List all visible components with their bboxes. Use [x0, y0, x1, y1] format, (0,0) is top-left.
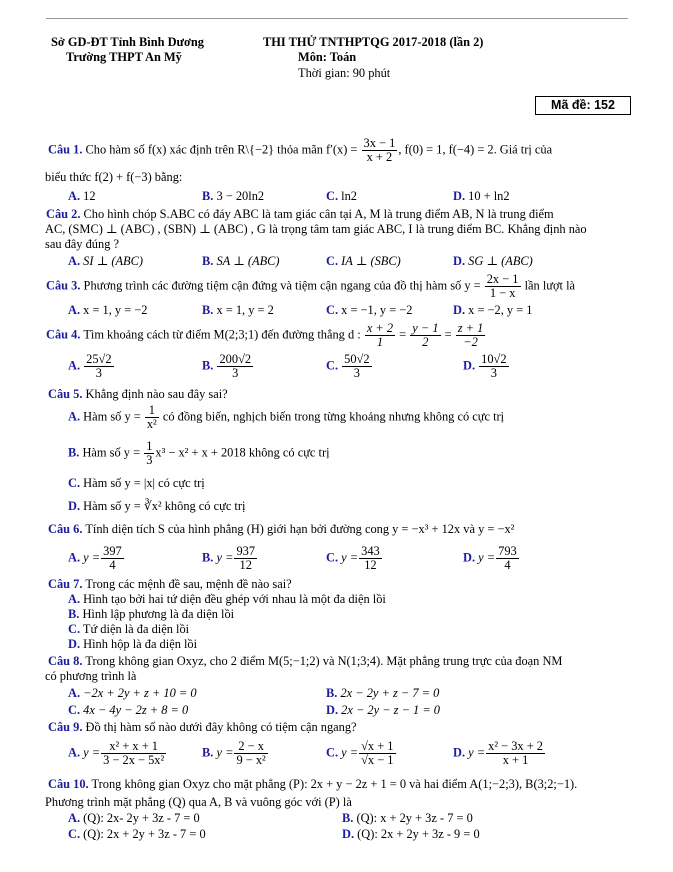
question-3: Câu 3. Phương trình các đường tiệm cận đứng và tiệm cận ngang của đồ thị hàm số y = $\frac{2x - 1}{1 - x}$ lần lượt là: [46, 272, 576, 301]
top-rule: [46, 18, 628, 19]
question-7: Câu 7. Trong các mệnh đề sau, mệnh đề nào sai?: [48, 577, 292, 591]
option-B: B. y = $\frac{937}{12}$: [202, 544, 256, 573]
option-B: B. SA ⊥ (ABC): [202, 254, 280, 268]
option-A: A. −2x + 2y + z + 10 = 0: [68, 686, 197, 700]
question-2: Câu 2. Cho hình chóp S.ABC có đáy ABC là tam giác cân tại A, M là trung điểm AB, N là trung điểm: [46, 207, 554, 221]
option-C: C. y = $\frac{√x + 1}{√x - 1}$: [326, 739, 394, 768]
option-C: C. y = $\frac{343}{12}$: [326, 544, 380, 573]
question-5: Câu 5. Khẳng định nào sau đây sai?: [48, 387, 228, 401]
option-D: D. x = −2, y = 1: [453, 303, 533, 317]
option-C: C. Hàm số y = |x| có cực trị: [68, 476, 205, 490]
option-C: C. 4x − 4y − 2z + 8 = 0: [68, 703, 189, 717]
option-D: D. y = $\frac{\text{x² − 3x + 2}}{x + 1}$: [453, 739, 543, 768]
option-B: B. $\frac{200√2}{3}$: [202, 352, 252, 381]
dept-name: Sở GD-ĐT Tỉnh Bình Dương: [51, 35, 204, 49]
option-B: B. x = 1, y = 2: [202, 303, 274, 317]
option-D: D. y = $\frac{793}{4}$: [463, 544, 517, 573]
option-D: D. Hàm số y = ∛x² không có cực trị: [68, 499, 246, 513]
option-A: A. y = $\frac{397}{4}$: [68, 544, 122, 573]
school-name: Trường THPT An Mỹ: [66, 50, 182, 64]
question-10-line2: Phương trình mặt phẳng (Q) qua A, B và vuông góc với (P) là: [45, 795, 352, 809]
option-A: A. Hình tạo bởi hai tứ diện đều ghép với nhau là một đa diện lồi: [68, 592, 386, 606]
option-A: A. y = $\frac{\text{x² + x + 1}}{\text{3 − 2x − 5x²}}$: [68, 739, 165, 768]
question-8-line2: có phương trình là: [45, 669, 137, 683]
option-C: C. $\frac{50√2}{3}$: [326, 352, 370, 381]
option-B: B. (Q): x + 2y + 3z - 7 = 0: [342, 811, 473, 825]
question-label: Câu 1.: [48, 142, 83, 157]
option-A: A. $\frac{25√2}{3}$: [68, 352, 112, 381]
question-9: Câu 9. Đồ thị hàm số nào dưới đây không có tiệm cận ngang?: [48, 720, 357, 734]
option-C: C. ln2: [326, 189, 357, 203]
option-D: D. Hình hộp là đa diện lồi: [68, 637, 198, 651]
option-A: A. (Q): 2x- 2y + 3z - 7 = 0: [68, 811, 200, 825]
question-4: Câu 4. Tìm khoảng cách từ điểm M(2;3;1) đến đường thẳng d : $\frac{x + 2}{1}$ = $\frac{y - 1}{2}$ = $\frac{z + 1}{-2}$: [46, 321, 484, 350]
option-A: A. Hàm số y = $\frac{1}{\text{x²}}$ có đồng biến, nghịch biến trong từng khoảng nhưng không có cực trị: [68, 403, 505, 432]
question-10: Câu 10. Trong không gian Oxyz cho mặt phẳng (P): 2x + y − 2z + 1 = 0 và hai điểm A(1;−2;3), B(3;2;−1).: [48, 777, 578, 791]
exam-code-box: Mã đề: 152: [535, 96, 631, 115]
question-6: Câu 6. Tính diện tích S của hình phẳng (H) giới hạn bởi đường cong y = −x³ + 12x và y = −x²: [48, 522, 515, 536]
option-D: D. $\frac{10√2}{3}$: [463, 352, 507, 381]
option-C: C. x = −1, y = −2: [326, 303, 413, 317]
option-B: B. 2x − 2y + z − 7 = 0: [326, 686, 440, 700]
subject: Môn: Toán: [298, 50, 357, 64]
option-B: B. Hình lập phương là đa diện lồi: [68, 607, 235, 621]
option-D: D. 10 + ln2: [453, 189, 510, 203]
option-D: D. 2x − 2y − z − 1 = 0: [326, 703, 440, 717]
question-1-line2: biểu thức f(2) + f(−3) bằng:: [45, 170, 183, 184]
option-B: B. y = $\frac{2 - x}{\text{9 − x²}}$: [202, 739, 266, 768]
option-C: C. (Q): 2x + 2y + 3z - 7 = 0: [68, 827, 206, 841]
exam-title: THI THỬ TNTHPTQG 2017-2018 (lần 2): [263, 35, 484, 49]
exam-time: Thời gian: 90 phút: [298, 66, 391, 80]
option-B: B. Hàm số y = $\frac{1}{3}$ x³ − x² + x + 2018 không có cực trị: [68, 439, 330, 468]
option-B: B. 3 − 20ln2: [202, 189, 265, 203]
option-A: A. SI ⊥ (ABC): [68, 254, 143, 268]
option-A: A. x = 1, y = −2: [68, 303, 148, 317]
option-A: A. 12: [68, 189, 96, 203]
question-2-line2: AC, (SMC) ⊥ (ABC) , (SBN) ⊥ (ABC) , G là trọng tâm tam giác ABC, I là trung điểm BC. Khẳng định nào: [45, 222, 587, 236]
question-8: Câu 8. Trong không gian Oxyz, cho 2 điểm M(5;−1;2) và N(1;3;4). Mặt phẳng trung trực của đoạn NM: [48, 654, 563, 668]
option-C: C. Tứ diện là đa diện lồi: [68, 622, 190, 636]
question-2-line3: sau đây đúng ?: [45, 237, 119, 251]
question-1: Câu 1. Cho hàm số f(x) xác định trên R\{−2} thỏa mãn f′(x) = $\frac{3x - 1}{x + 2}$ , f(0) = 1, f(−4) = 2. Giá trị của: [48, 136, 553, 165]
option-D: D. SG ⊥ (ABC): [453, 254, 533, 268]
option-D: D. (Q): 2x + 2y + 3z - 9 = 0: [342, 827, 480, 841]
option-C: C. IA ⊥ (SBC): [326, 254, 401, 268]
